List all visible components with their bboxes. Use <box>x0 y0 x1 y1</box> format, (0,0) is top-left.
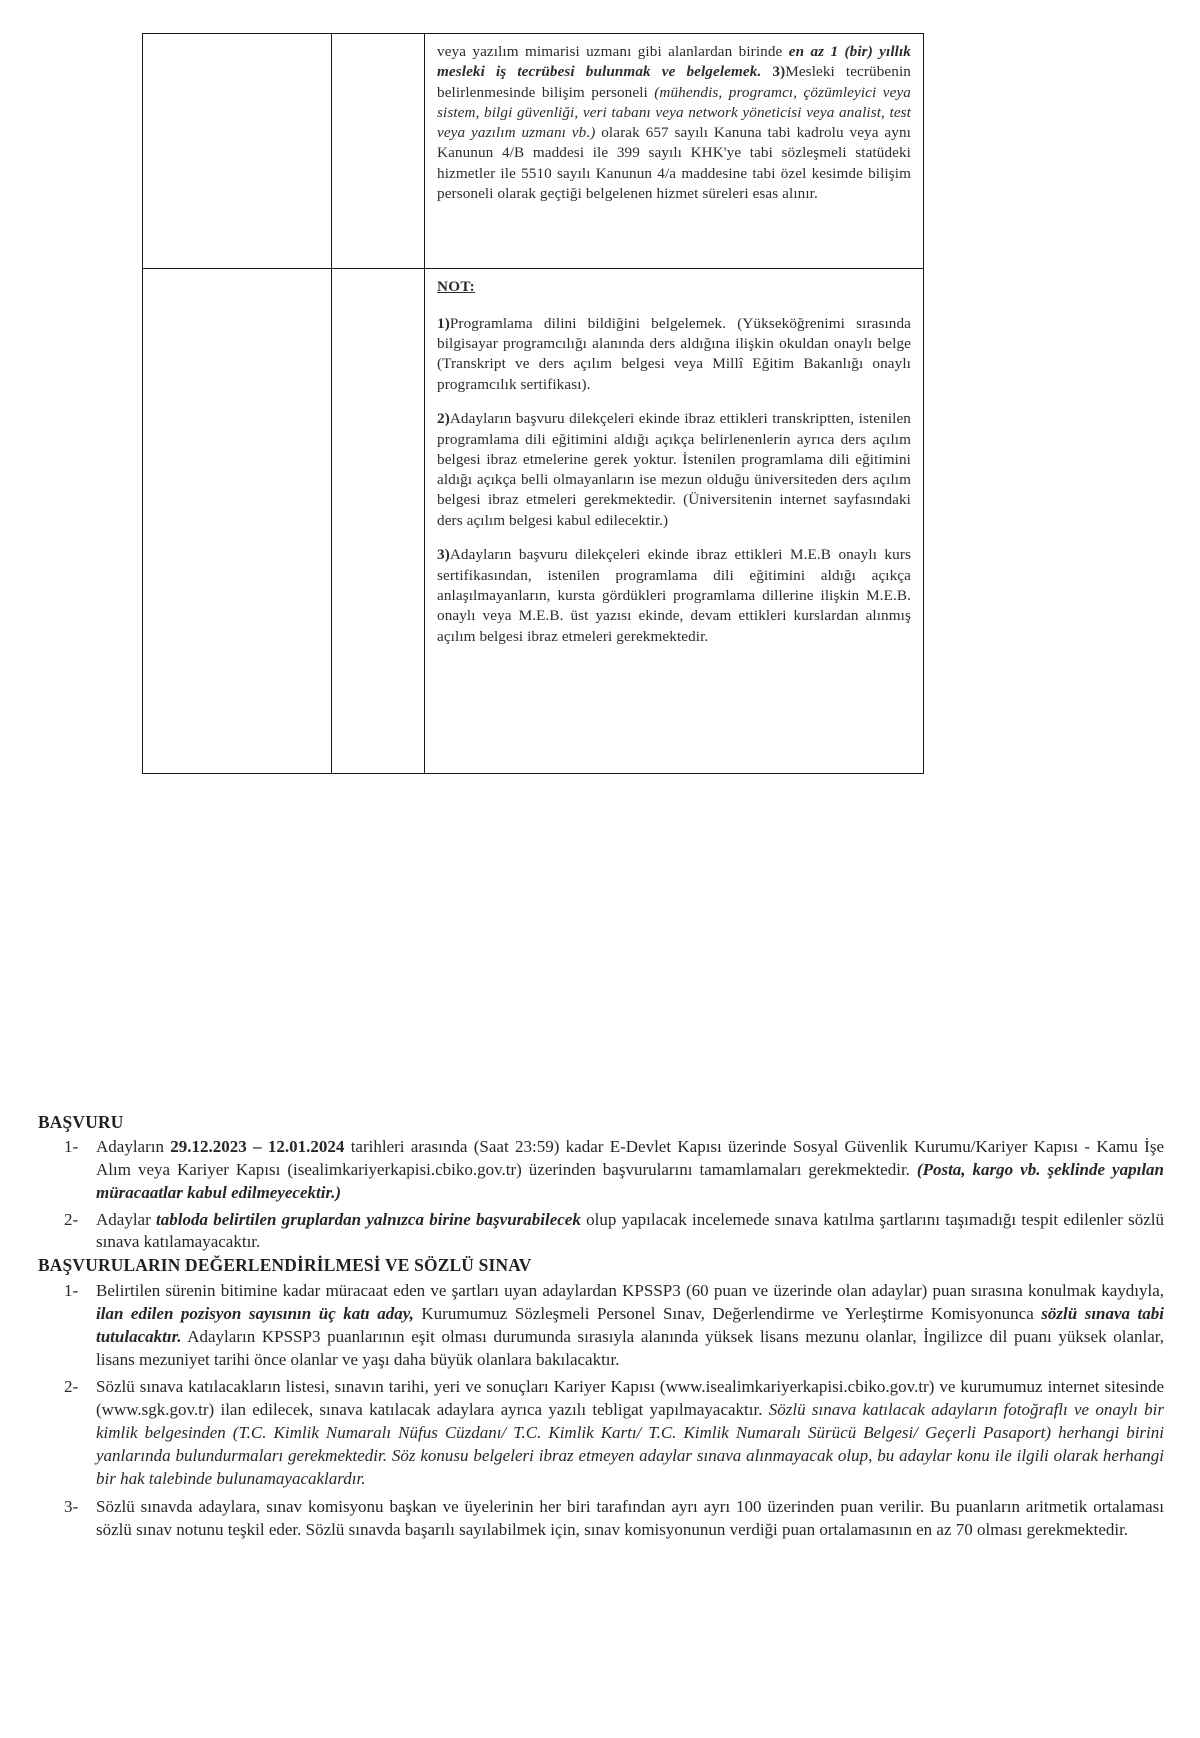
note-item-number: 2) <box>437 410 450 428</box>
basvuru-list <box>38 1136 1164 1254</box>
text-run: Adayların <box>96 1137 171 1156</box>
table-cell-count <box>332 269 425 774</box>
text-run: Sözlü sınavda adaylara, sınav komisyonu başkan ve üyelerinin her biri tarafından ayrı ayrı 100 üzerinden puan verilir. Bu puanların aritmetik ortalaması sözlü sınav notunu teşkil eder. Sözlü sınavda başarılı sayılabilmek için, sınav komisyonunun verdiği puan ortalamasının en az 70 olması gerekmektedir. <box>96 1496 1164 1539</box>
list-item <box>38 1280 1164 1371</box>
text-run: Sözlü sınava katılacak adayların fotoğraflı ve onaylı bir kimlik belgesinden (T.C. Kimlik Numaralı Nüfus Cüzdanı/ T.C. Kimlik Kartı/ T.C. Kimlik Numaralı Sürücü Belgesi/ Geçerli Pasaport) herhangi birini yanlarında bulundurmaları gerekmektedir. Söz konusu belgeleri ibraz etmeyen adaylar sınava alınmayacak olup, bu adaylar konu ile ilgili olarak herhangi bir hak talebinde bulunamayacaklardır. <box>96 1400 1164 1488</box>
requirements-text <box>425 34 923 214</box>
note-item <box>437 409 911 531</box>
requirement-paragraph <box>437 42 911 204</box>
list-item-number: 1- <box>64 1137 79 1156</box>
text-run: ilan edilen pozisyon sayısının üç katı aday, <box>96 1303 414 1323</box>
text-run: tabloda belirtilen gruplardan yalnızca birine başvurabilecek <box>156 1209 581 1229</box>
note-heading-line <box>437 277 911 299</box>
text-run: (mühendis, programcı, çözümleyici veya sistem, bilgi güvenliği, veri tabanı veya network yöneticisi veya analist, test veya yazılım uzmanı vb.) <box>437 83 911 142</box>
list-item-text <box>96 1137 1164 1202</box>
text-run: 3) <box>772 63 786 81</box>
section-title-basvuru: BAŞVURU <box>38 1112 124 1132</box>
degerlendirme-list <box>38 1280 1164 1541</box>
table-cell-group <box>143 34 332 269</box>
list-item-text <box>96 1210 1164 1252</box>
note-item-text: Programlama dilini bildiğini belgelemek. (Yükseköğrenimi sırasında bilgisayar programcılığı alanında ders aldığına ilişkin okuldan onaylı belge (Transkript ve ders açılım belgesi veya Millî Eğitim Bakanlığı onaylı programcılık sertifikası). <box>437 314 911 393</box>
note-item <box>437 545 911 646</box>
notes-text <box>425 269 923 657</box>
list-item-number: 2- <box>64 1209 79 1229</box>
list-item-text <box>96 1281 1164 1369</box>
text-run: Belirtilen sürenin bitimine kadar müracaat eden ve şartları uyan adaylardan KPSSP3 (60 puan ve üzerinde olan adaylar) puan sırasına konulmak kaydıyla, <box>96 1281 1164 1300</box>
table-cell-notes <box>425 269 924 774</box>
table-cell-group-text <box>143 269 331 773</box>
note-item-text: Adayların başvuru dilekçeleri ekinde ibraz ettikleri M.E.B onaylı kurs sertifikasından, istenilen programlama dili eğitimini aldığı açıkça anlaşılmayanların, kursta gördükleri programlama dillerine ilişkin M.E.B. onaylı veya M.E.B. üst yazısı ekinde, devam ettikleri kurslardan alınmış açılım belgesi ibraz etmeleri gerekmektedir. <box>437 546 911 645</box>
text-run <box>761 63 772 80</box>
list-item <box>38 1376 1164 1490</box>
table-row <box>143 34 924 269</box>
table-cell-requirements <box>425 34 924 269</box>
list-item <box>38 1496 1164 1542</box>
list-item-text <box>96 1497 1164 1539</box>
section-title-degerlendirme: BAŞVURULARIN DEĞERLENDİRİLMESİ VE SÖZLÜ SINAV <box>38 1255 532 1275</box>
text-run: olarak 657 sayılı Kanuna tabi kadrolu veya aynı Kanunun 4/B maddesi ile 399 sayılı KHK'ye tabi sözleşmeli statüdeki hizmetler ile 5510 sayılı Kanunun 4/a maddesine tabi özel kesimde bilişim personeli olarak geçtiği belgelenen hizmet süreleri esas alınır. <box>437 124 911 202</box>
requirements-table-wrapper <box>142 33 920 774</box>
text-run: 29.12.2023 – 12.01.2024 <box>170 1137 345 1156</box>
note-item-number: 1) <box>437 314 450 332</box>
table-cell-group-text <box>143 34 331 268</box>
section-basvuru <box>38 1112 1164 1258</box>
note-heading: NOT: <box>437 278 476 295</box>
note-item <box>437 314 911 395</box>
list-item-number: 3- <box>64 1496 79 1516</box>
table-cell-count-text <box>332 34 424 268</box>
text-run: olup yapılacak incelemede sınava katılma şartlarını taşımadığı tespit edilenler sözlü sınava katılamayacaktır. <box>96 1209 1164 1252</box>
text-run: Adayların KPSSP3 puanlarının eşit olması durumunda sırasıyla alanında yüksek lisans mezunu olanlar, İngilizce dil puanı yüksek olanlar, lisans mezuniyet tarihi önce olanlar ve yaşı daha büyük olanlara bakılacaktır. <box>96 1326 1164 1369</box>
requirements-table <box>142 33 924 774</box>
list-item-text <box>96 1377 1164 1487</box>
text-run: en az 1 (bir) yıllık mesleki iş tecrübesi bulunmak ve belgelemek. <box>437 43 911 81</box>
table-cell-group <box>143 269 332 774</box>
list-item-number: 1- <box>64 1281 79 1300</box>
list-item <box>38 1209 1164 1255</box>
note-item-number: 3) <box>437 546 450 564</box>
text-run: veya yazılım mimarisi uzmanı gibi alanlardan birinde <box>437 43 789 60</box>
table-row <box>143 269 924 774</box>
section-degerlendirme <box>38 1255 1164 1546</box>
note-item-text: Adayların başvuru dilekçeleri ekinde ibraz ettikleri transkriptten, istenilen programlama dili eğitimini aldığı açıkça belirlenenlerin ayrıca ders açılım belgesi ibraz etmelerine gerek yoktur. İstenilen programlama dili eğitimini aldığı açıkça belli olmayanların ise mezun olduğu üniversiteden ders açılım belgesi ibraz etmeleri gerekmektedir. (Üniversitenin internet sayfasındaki ders açılım belgesi kabul edilecektir.) <box>437 410 911 529</box>
text-run: Kurumumuz Sözleşmeli Personel Sınav, Değerlendirme ve Yerleştirme Komisyonunca <box>413 1303 1042 1323</box>
text-run: sözlü sınava tabi tutulacaktır. <box>96 1303 1164 1346</box>
text-run: (Posta, kargo vb. şeklinde yapılan müracaatlar kabul edilmeyecektir.) <box>96 1159 1165 1202</box>
list-item <box>38 1136 1164 1205</box>
text-run: Adaylar <box>96 1209 157 1229</box>
text-run: tarihleri arasında (Saat 23:59) kadar E-Devlet Kapısı üzerinde Sosyal Güvenlik Kurumu/Kariyer Kapısı - Kamu İşe Alım veya Kariyer Kapısı (isealimkariyerkapisi.cbiko.gov.tr) üzerinden başvurularını tamamlamaları gerekmektedir. <box>96 1137 1164 1179</box>
text-run: Sözlü sınava katılacakların listesi, sınavın tarihi, yeri ve sonuçları Kariyer Kapısı (www.isealimkariyerkapisi.cbiko.gov.tr) ve kurumumuz internet sitesinde (www.sgk.gov.tr) ilan edilecek, sınava katılacak adaylara ayrıca yazılı tebligat yapılmayacaktır. <box>96 1377 1164 1420</box>
list-item-number: 2- <box>64 1377 79 1397</box>
text-run: Mesleki tecrübenin belirlenmesinde bilişim personeli <box>437 63 911 101</box>
table-cell-count <box>332 34 425 269</box>
table-cell-count-text <box>332 269 424 773</box>
